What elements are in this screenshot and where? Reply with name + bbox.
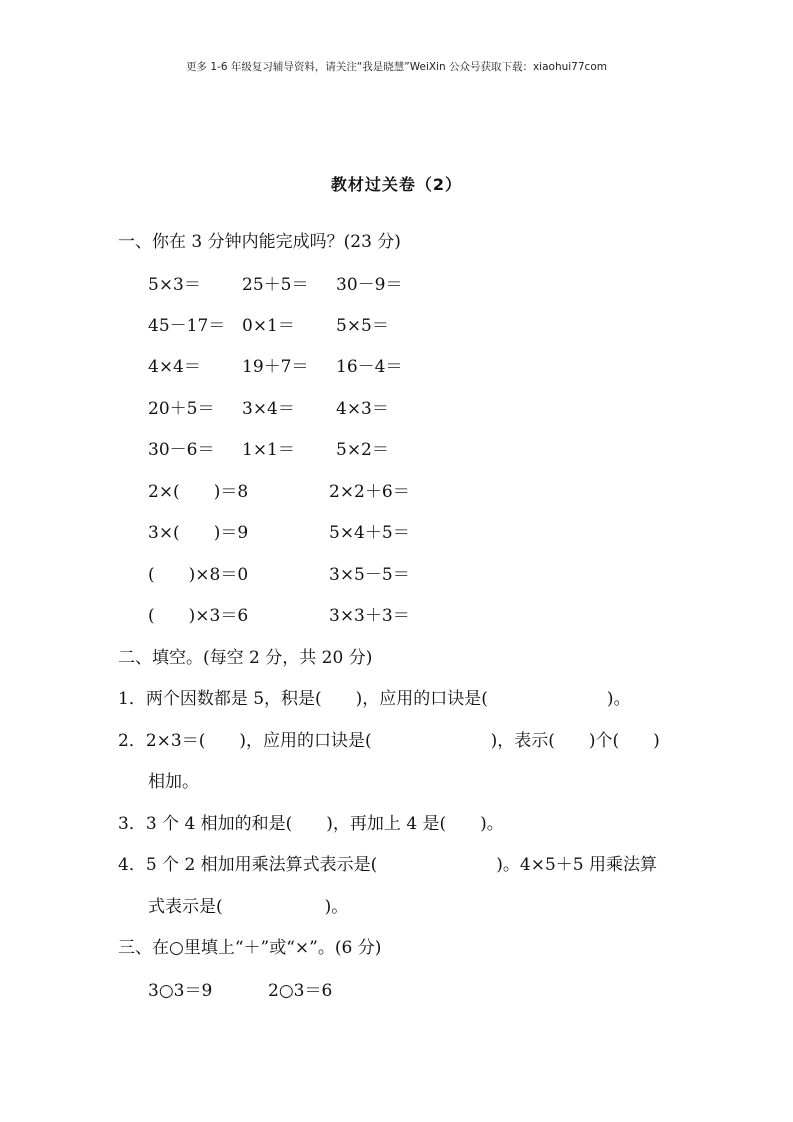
wide-cell: ( )×3＝6 [148,606,249,626]
wide-cell: ( )×8＝0 [148,565,249,585]
wide-cell: 3×5－5＝ [329,565,410,585]
grid-cell: 4×4＝ [148,357,201,377]
wide-cell: 2×( )＝8 [148,482,249,502]
grid-cell: 0×1＝ [242,316,295,336]
question-1: 1．两个因数都是 5，积是( )，应用的口诀是( )。 [118,689,631,709]
grid-cell: 25＋5＝ [242,275,309,295]
circle-item: 2○3＝6 [268,981,333,1001]
grid-cell: 5×2＝ [336,440,389,460]
grid-cell: 1×1＝ [242,440,295,460]
grid-cell: 19＋7＝ [242,357,309,377]
page-title: 教材过关卷（2） [330,175,463,194]
grid-cell: 5×5＝ [336,316,389,336]
wide-cell: 5×4＋5＝ [329,523,410,543]
grid-cell: 30－9＝ [336,275,403,295]
wide-cell: 3×( )＝9 [148,523,249,543]
header-note: 更多 1-6 年级复习辅导资料，请关注“我是晓慧”WeiXin 公众号获取下载：xiaohui77com [186,61,607,73]
wide-cell: 2×2＋6＝ [329,482,410,502]
grid-cell: 20＋5＝ [148,399,215,419]
question-4: 4．5 个 2 相加用乘法算式表示是( )。4×5＋5 用乘法算 [118,855,658,875]
section1-heading: 一、你在 3 分钟内能完成吗？(23 分) [118,232,401,252]
grid-cell: 5×3＝ [148,275,201,295]
wide-cell: 3×3＋3＝ [329,606,410,626]
grid-cell: 4×3＝ [336,399,389,419]
section2-heading: 二、填空。(每空 2 分，共 20 分) [118,648,373,668]
question-3: 3．3 个 4 相加的和是( )，再加上 4 是( )。 [118,814,504,834]
section3-heading: 三、在○里填上“＋”或“×”。(6 分) [118,938,382,958]
grid-cell: 30－6＝ [148,440,215,460]
circle-item: 3○3＝9 [148,981,213,1001]
grid-cell: 16－4＝ [336,357,403,377]
grid-cell: 45－17＝ [148,316,226,336]
question-2-continued: 相加。 [148,772,199,792]
question-4-continued: 式表示是( )。 [148,897,349,917]
grid-cell: 3×4＝ [242,399,295,419]
question-2: 2．2×3＝( )，应用的口诀是( )，表示( )个( ) [118,731,660,751]
